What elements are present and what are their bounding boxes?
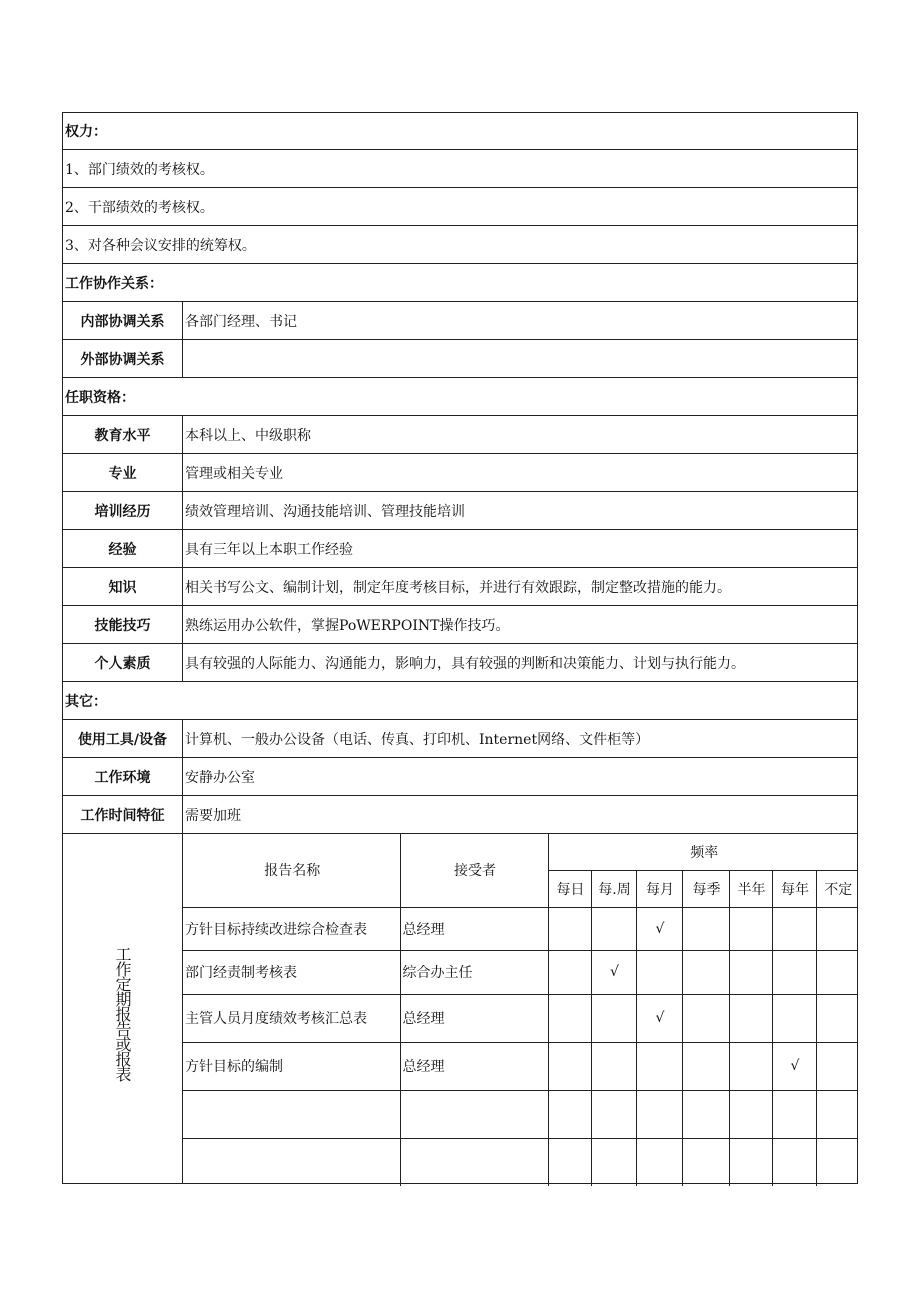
report-name-cell: 主管人员月度绩效考核汇总表 [183, 994, 400, 1042]
qualification-row [62, 606, 858, 644]
field-label: 外部协调关系 [63, 340, 183, 377]
frequency-cell [729, 1090, 772, 1138]
report-header-row [183, 834, 858, 870]
report-receiver-cell [400, 1138, 548, 1186]
report-name-cell: 方针目标持续改进综合检查表 [183, 907, 400, 950]
frequency-cell [682, 1090, 729, 1138]
section-power-title: 权力： [65, 124, 107, 140]
report-receiver-cell: 综合办主任 [400, 950, 548, 994]
power-item-2: 2、干部绩效的考核权。 [65, 199, 214, 216]
freq-weekly-header: 每.周 [591, 870, 636, 907]
field-value: 安静办公室 [185, 769, 255, 786]
section-cooperation-title: 工作协作关系： [65, 275, 163, 292]
report-row [183, 1042, 858, 1090]
qualification-row [62, 644, 858, 682]
frequency-check-mark: √ [636, 907, 682, 950]
frequency-cell [548, 950, 591, 994]
other-row [62, 720, 858, 758]
frequency-cell [591, 994, 636, 1042]
qualification-row [62, 530, 858, 568]
frequency-cell [772, 907, 816, 950]
report-grid [183, 834, 857, 1183]
freq-yearly-header: 每年 [772, 870, 816, 907]
power-item-3: 3、对各种会议安排的统筹权。 [65, 237, 256, 254]
frequency-cell [816, 1090, 858, 1138]
report-name-cell: 方针目标的编制 [183, 1042, 400, 1090]
frequency-cell [729, 907, 772, 950]
report-table [183, 834, 858, 1186]
frequency-cell [816, 950, 858, 994]
freq-quarterly-header: 每季 [682, 870, 729, 907]
power-item-1: 1、部门绩效的考核权。 [65, 161, 214, 178]
field-value: 本科以上、中级职称 [185, 427, 311, 444]
field-label: 个人素质 [63, 644, 183, 681]
frequency-cell [636, 1090, 682, 1138]
report-frequency-header: 频率 [548, 834, 858, 870]
field-value [183, 340, 857, 377]
external-coordination-row [62, 340, 858, 378]
field-label: 培训经历 [63, 492, 183, 529]
frequency-cell [682, 950, 729, 994]
frequency-cell [548, 994, 591, 1042]
field-value: 熟练运用办公软件，掌握PoWERPOINT操作技巧。 [185, 617, 510, 634]
frequency-cell [816, 1138, 858, 1186]
frequency-cell [772, 994, 816, 1042]
section-other-row [62, 682, 858, 720]
field-value: 各部门经理、书记 [185, 313, 297, 330]
report-side-label: 工作定期报告或报表 [113, 946, 132, 1081]
frequency-cell [591, 1042, 636, 1090]
section-power-row [62, 112, 858, 150]
other-row [62, 758, 858, 796]
field-value: 计算机、一般办公设备（电话、传真、打印机、Internet网络、文件柜等） [185, 731, 650, 748]
job-description-form [62, 112, 858, 1184]
periodic-report-section [62, 834, 858, 1184]
frequency-cell [682, 1138, 729, 1186]
report-name-header: 报告名称 [183, 834, 400, 907]
report-row [183, 994, 858, 1042]
report-row [183, 1138, 858, 1186]
field-value: 具有三年以上本职工作经验 [185, 541, 353, 558]
field-label: 专业 [63, 454, 183, 491]
frequency-cell [729, 950, 772, 994]
frequency-cell [548, 1138, 591, 1186]
frequency-cell [591, 907, 636, 950]
frequency-cell [682, 1042, 729, 1090]
field-label: 教育水平 [63, 416, 183, 453]
freq-irregular-header: 不定 [816, 870, 858, 907]
frequency-cell [772, 1090, 816, 1138]
qualification-row [62, 416, 858, 454]
field-label: 经验 [63, 530, 183, 567]
power-item-row [62, 150, 858, 188]
frequency-cell [591, 1090, 636, 1138]
frequency-cell [772, 1138, 816, 1186]
report-body [183, 907, 858, 1186]
field-value: 相关书写公文、编制计划，制定年度考核目标，并进行有效跟踪，制定整改措施的能力。 [185, 579, 731, 596]
section-qualification-title: 任职资格： [65, 389, 135, 406]
report-receiver-header: 接受者 [400, 834, 548, 907]
frequency-cell [591, 1138, 636, 1186]
report-receiver-cell: 总经理 [400, 907, 548, 950]
frequency-cell [636, 1138, 682, 1186]
qualification-row [62, 492, 858, 530]
section-cooperation-row [62, 264, 858, 302]
frequency-cell [636, 950, 682, 994]
report-receiver-cell: 总经理 [400, 1042, 548, 1090]
report-name-cell [183, 1138, 400, 1186]
frequency-cell [729, 1042, 772, 1090]
qualification-row [62, 568, 858, 606]
section-other-title: 其它： [65, 693, 107, 710]
field-value: 需要加班 [185, 807, 241, 824]
qualification-row [62, 454, 858, 492]
field-label: 工作环境 [63, 758, 183, 795]
report-name-cell: 部门经责制考核表 [183, 950, 400, 994]
report-name-cell [183, 1090, 400, 1138]
report-row [183, 1090, 858, 1138]
field-label: 工作时间特征 [63, 796, 183, 833]
frequency-cell [548, 907, 591, 950]
freq-halfyear-header: 半年 [729, 870, 772, 907]
frequency-cell [548, 1042, 591, 1090]
frequency-cell [548, 1090, 591, 1138]
power-item-row [62, 226, 858, 264]
field-label: 技能技巧 [63, 606, 183, 643]
field-value: 绩效管理培训、沟通技能培训、管理技能培训 [185, 503, 465, 520]
other-row [62, 796, 858, 834]
report-receiver-cell: 总经理 [400, 994, 548, 1042]
frequency-cell [816, 907, 858, 950]
frequency-cell [636, 1042, 682, 1090]
frequency-check-mark: √ [636, 994, 682, 1042]
frequency-cell [729, 1138, 772, 1186]
report-row [183, 950, 858, 994]
internal-coordination-row [62, 302, 858, 340]
field-value: 管理或相关专业 [185, 465, 283, 482]
report-receiver-cell [400, 1090, 548, 1138]
frequency-cell [682, 994, 729, 1042]
field-label: 使用工具/设备 [63, 720, 183, 757]
power-item-row [62, 188, 858, 226]
frequency-cell [816, 1042, 858, 1090]
field-label: 内部协调关系 [63, 302, 183, 339]
frequency-check-mark: √ [591, 950, 636, 994]
frequency-cell [682, 907, 729, 950]
report-row [183, 907, 858, 950]
frequency-cell [816, 994, 858, 1042]
report-side-label-cell [63, 834, 183, 1183]
section-qualification-row [62, 378, 858, 416]
field-value: 具有较强的人际能力、沟通能力，影响力，具有较强的判断和决策能力、计划与执行能力。 [185, 655, 745, 672]
freq-daily-header: 每日 [548, 870, 591, 907]
field-label: 知识 [63, 568, 183, 605]
frequency-cell [729, 994, 772, 1042]
freq-monthly-header: 每月 [636, 870, 682, 907]
frequency-cell [772, 950, 816, 994]
frequency-check-mark: √ [772, 1042, 816, 1090]
